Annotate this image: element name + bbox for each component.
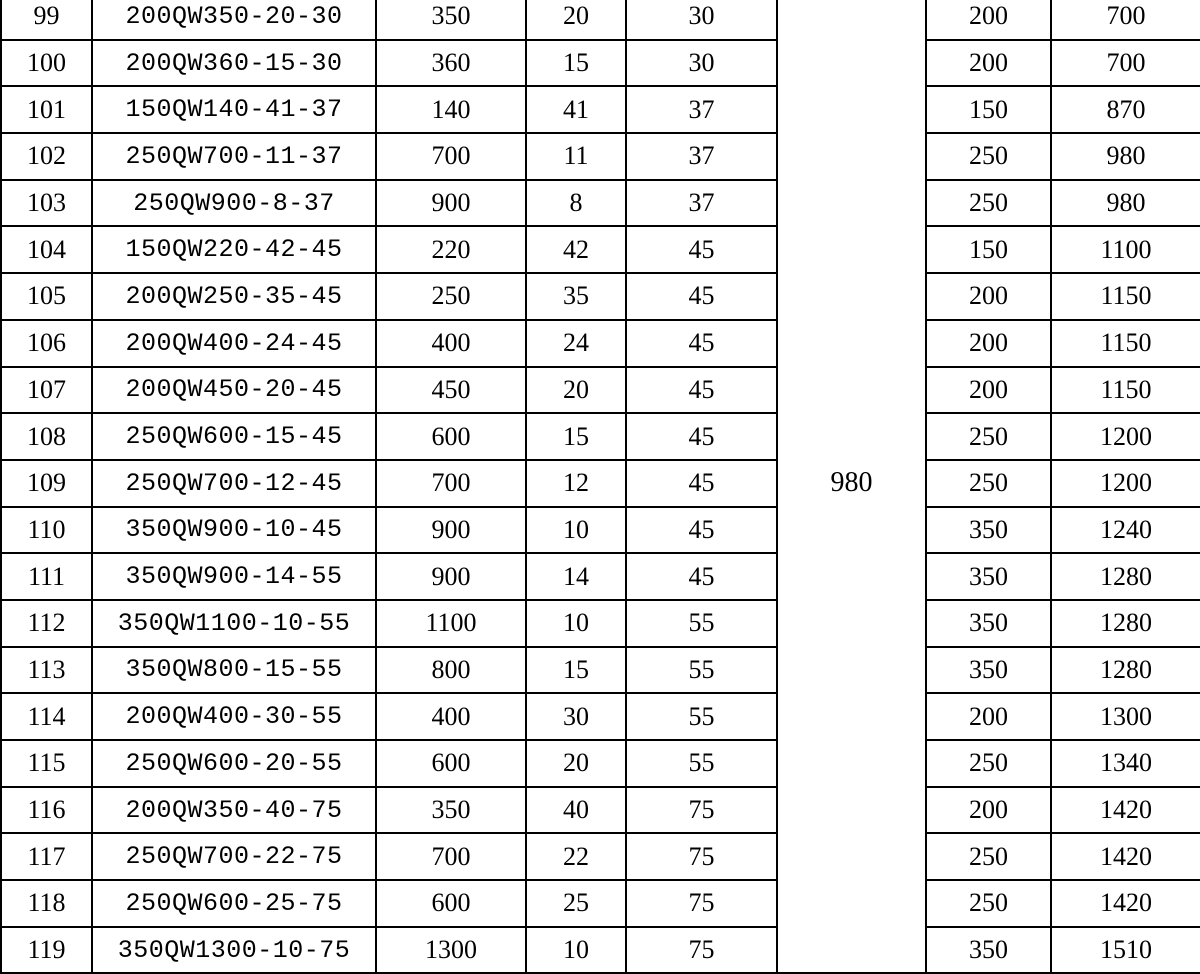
cell-no: 110 — [1, 507, 92, 554]
cell-model: 200QW250-35-45 — [92, 273, 376, 320]
cell-flow: 1300 — [376, 927, 526, 974]
cell-flow: 360 — [376, 40, 526, 87]
cell-speed-merged: 980 — [777, 0, 926, 973]
table-row — [1, 787, 1200, 834]
cell-no: 99 — [1, 0, 92, 40]
cell-flow: 600 — [376, 413, 526, 460]
table-row — [1, 460, 1200, 507]
cell-power: 55 — [626, 740, 777, 787]
cell-weight: 1240 — [1051, 507, 1200, 554]
table-row — [1, 86, 1200, 133]
cell-flow: 900 — [376, 180, 526, 227]
cell-no: 106 — [1, 320, 92, 367]
cell-flow: 600 — [376, 880, 526, 927]
cell-flow: 450 — [376, 367, 526, 414]
cell-power: 45 — [626, 507, 777, 554]
cell-model: 200QW350-20-30 — [92, 0, 376, 40]
cell-no: 101 — [1, 86, 92, 133]
cell-model: 250QW600-20-55 — [92, 740, 376, 787]
cell-diameter: 200 — [926, 40, 1051, 87]
cell-no: 112 — [1, 600, 92, 647]
cell-diameter: 350 — [926, 647, 1051, 694]
cell-power: 45 — [626, 553, 777, 600]
cell-no: 108 — [1, 413, 92, 460]
cell-flow: 900 — [376, 553, 526, 600]
table-row — [1, 693, 1200, 740]
cell-model: 200QW400-24-45 — [92, 320, 376, 367]
cell-head: 20 — [526, 367, 626, 414]
cell-no: 113 — [1, 647, 92, 694]
cell-head: 22 — [526, 833, 626, 880]
cell-diameter: 350 — [926, 507, 1051, 554]
cell-weight: 1150 — [1051, 273, 1200, 320]
cell-power: 45 — [626, 460, 777, 507]
cell-weight: 1420 — [1051, 833, 1200, 880]
cell-power: 45 — [626, 273, 777, 320]
cell-no: 118 — [1, 880, 92, 927]
cell-no: 107 — [1, 367, 92, 414]
cell-flow: 250 — [376, 273, 526, 320]
cell-model: 200QW450-20-45 — [92, 367, 376, 414]
cell-flow: 600 — [376, 740, 526, 787]
cell-no: 119 — [1, 927, 92, 974]
table-row — [1, 880, 1200, 927]
cell-weight: 1420 — [1051, 880, 1200, 927]
cell-flow: 700 — [376, 460, 526, 507]
table-row — [1, 927, 1200, 974]
cell-diameter: 200 — [926, 787, 1051, 834]
cell-no: 114 — [1, 693, 92, 740]
cell-flow: 400 — [376, 693, 526, 740]
cell-weight: 980 — [1051, 180, 1200, 227]
table-row — [1, 600, 1200, 647]
table-row — [1, 553, 1200, 600]
cell-no: 109 — [1, 460, 92, 507]
cell-head: 40 — [526, 787, 626, 834]
cell-power: 55 — [626, 647, 777, 694]
cell-power: 45 — [626, 226, 777, 273]
cell-weight: 700 — [1051, 40, 1200, 87]
table-row — [1, 273, 1200, 320]
cell-power: 55 — [626, 693, 777, 740]
cell-weight: 1280 — [1051, 553, 1200, 600]
cell-diameter: 200 — [926, 320, 1051, 367]
cell-model: 150QW140-41-37 — [92, 86, 376, 133]
cell-model: 250QW900-8-37 — [92, 180, 376, 227]
cell-model: 350QW800-15-55 — [92, 647, 376, 694]
cell-no: 102 — [1, 133, 92, 180]
cell-diameter: 250 — [926, 740, 1051, 787]
cell-head: 12 — [526, 460, 626, 507]
cell-head: 20 — [526, 740, 626, 787]
cell-no: 111 — [1, 553, 92, 600]
cell-flow: 400 — [376, 320, 526, 367]
cell-power: 75 — [626, 880, 777, 927]
cell-head: 15 — [526, 413, 626, 460]
table-body — [1, 0, 1200, 973]
cell-weight: 1420 — [1051, 787, 1200, 834]
cell-model: 200QW350-40-75 — [92, 787, 376, 834]
cell-weight: 1510 — [1051, 927, 1200, 974]
cell-diameter: 200 — [926, 0, 1051, 40]
cell-power: 30 — [626, 40, 777, 87]
cell-head: 15 — [526, 40, 626, 87]
cell-diameter: 250 — [926, 180, 1051, 227]
cell-model: 250QW600-25-75 — [92, 880, 376, 927]
cell-model: 150QW220-42-45 — [92, 226, 376, 273]
cell-power: 75 — [626, 833, 777, 880]
table-row — [1, 413, 1200, 460]
cell-head: 25 — [526, 880, 626, 927]
cell-power: 45 — [626, 367, 777, 414]
cell-flow: 140 — [376, 86, 526, 133]
cell-model: 350QW900-14-55 — [92, 553, 376, 600]
cell-weight: 1280 — [1051, 647, 1200, 694]
cell-model: 250QW700-11-37 — [92, 133, 376, 180]
cell-flow: 220 — [376, 226, 526, 273]
cell-power: 75 — [626, 787, 777, 834]
cell-power: 45 — [626, 320, 777, 367]
cell-head: 10 — [526, 927, 626, 974]
cell-diameter: 150 — [926, 86, 1051, 133]
table-row — [1, 40, 1200, 87]
cell-head: 11 — [526, 133, 626, 180]
cell-diameter: 250 — [926, 133, 1051, 180]
cell-head: 20 — [526, 0, 626, 40]
cell-no: 100 — [1, 40, 92, 87]
cell-head: 15 — [526, 647, 626, 694]
cell-weight: 1300 — [1051, 693, 1200, 740]
cell-flow: 350 — [376, 0, 526, 40]
cell-flow: 350 — [376, 787, 526, 834]
cell-diameter: 350 — [926, 553, 1051, 600]
cell-weight: 1280 — [1051, 600, 1200, 647]
cell-power: 37 — [626, 133, 777, 180]
cell-head: 8 — [526, 180, 626, 227]
table-row — [1, 226, 1200, 273]
cell-power: 37 — [626, 180, 777, 227]
cell-no: 115 — [1, 740, 92, 787]
cell-head: 10 — [526, 600, 626, 647]
cell-diameter: 250 — [926, 413, 1051, 460]
cell-no: 104 — [1, 226, 92, 273]
cell-head: 35 — [526, 273, 626, 320]
cell-weight: 700 — [1051, 0, 1200, 40]
table-row — [1, 833, 1200, 880]
table-row — [1, 320, 1200, 367]
cell-no: 105 — [1, 273, 92, 320]
cell-weight: 870 — [1051, 86, 1200, 133]
cell-flow: 700 — [376, 833, 526, 880]
cell-head: 41 — [526, 86, 626, 133]
cell-flow: 800 — [376, 647, 526, 694]
cell-diameter: 150 — [926, 226, 1051, 273]
cell-no: 117 — [1, 833, 92, 880]
cell-head: 24 — [526, 320, 626, 367]
cell-flow: 900 — [376, 507, 526, 554]
cell-diameter: 250 — [926, 880, 1051, 927]
cell-head: 14 — [526, 553, 626, 600]
table-row — [1, 507, 1200, 554]
cell-head: 10 — [526, 507, 626, 554]
cell-weight: 1150 — [1051, 367, 1200, 414]
cell-weight: 1200 — [1051, 460, 1200, 507]
table-row — [1, 0, 1200, 40]
cell-model: 200QW400-30-55 — [92, 693, 376, 740]
cell-weight: 980 — [1051, 133, 1200, 180]
table-row — [1, 740, 1200, 787]
table-row — [1, 647, 1200, 694]
cell-diameter: 200 — [926, 693, 1051, 740]
cell-flow: 700 — [376, 133, 526, 180]
cell-power: 30 — [626, 0, 777, 40]
cell-diameter: 200 — [926, 273, 1051, 320]
cell-diameter: 250 — [926, 460, 1051, 507]
cell-head: 30 — [526, 693, 626, 740]
cell-model: 250QW700-12-45 — [92, 460, 376, 507]
cell-flow: 1100 — [376, 600, 526, 647]
cell-weight: 1200 — [1051, 413, 1200, 460]
table-row — [1, 367, 1200, 414]
cell-model: 350QW900-10-45 — [92, 507, 376, 554]
cell-power: 55 — [626, 600, 777, 647]
cell-model: 250QW700-22-75 — [92, 833, 376, 880]
cell-weight: 1340 — [1051, 740, 1200, 787]
cell-power: 75 — [626, 927, 777, 974]
cell-diameter: 250 — [926, 833, 1051, 880]
cell-no: 116 — [1, 787, 92, 834]
cell-diameter: 350 — [926, 600, 1051, 647]
cell-power: 37 — [626, 86, 777, 133]
cell-model: 350QW1300-10-75 — [92, 927, 376, 974]
cell-diameter: 350 — [926, 927, 1051, 974]
cell-model: 350QW1100-10-55 — [92, 600, 376, 647]
cell-power: 45 — [626, 413, 777, 460]
table-row — [1, 133, 1200, 180]
cell-model: 250QW600-15-45 — [92, 413, 376, 460]
cell-diameter: 200 — [926, 367, 1051, 414]
cell-weight: 1150 — [1051, 320, 1200, 367]
cell-head: 42 — [526, 226, 626, 273]
cell-weight: 1100 — [1051, 226, 1200, 273]
cell-no: 103 — [1, 180, 92, 227]
table-row — [1, 180, 1200, 227]
cell-model: 200QW360-15-30 — [92, 40, 376, 87]
